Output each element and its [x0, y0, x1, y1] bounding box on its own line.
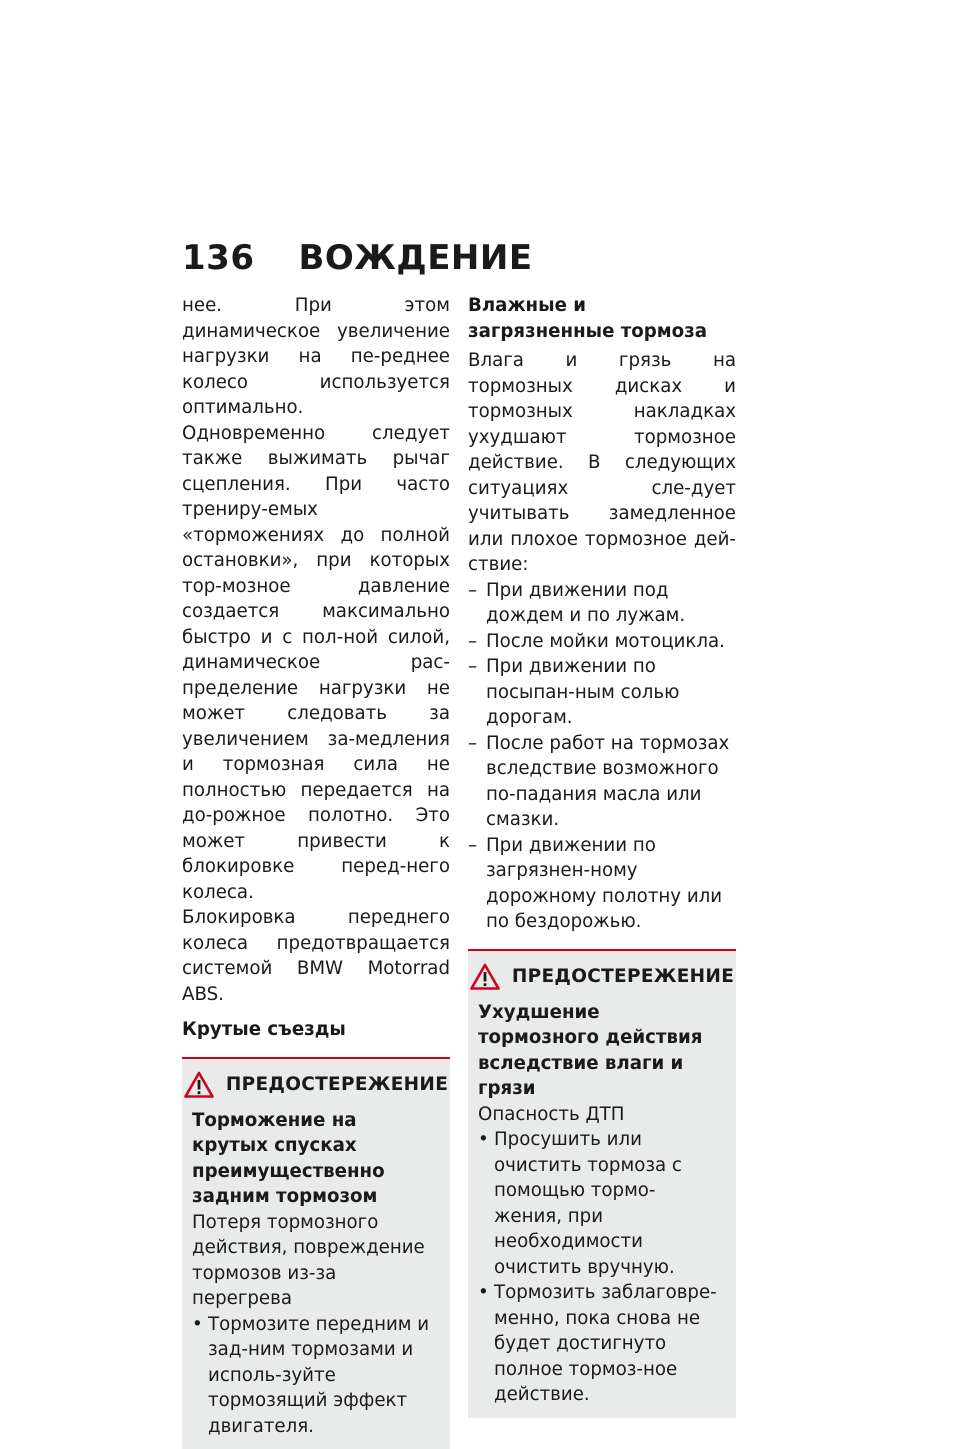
warning-header — [182, 1059, 450, 1106]
warning-bullets — [478, 1127, 722, 1408]
list-item: • Тормозить заблаговре-менно, пока снова не будет достигнуто полное тормоз-ное действие. — [478, 1280, 722, 1408]
body-paragraph: Влага и грязь на тормозных дисках и тормозных накладках ухудшают тормозное действие. В следующих ситуациях сле-дует учитывать замедленное или плохое тормозное дей-ствие: — [468, 348, 736, 578]
list-item: – При движении по посыпан-ным солью дорогам. — [468, 654, 736, 731]
warning-label: ПРЕДОСТЕРЕЖЕНИЕ — [512, 966, 734, 987]
warning-triangle-icon — [470, 963, 500, 990]
subheading: Влажные и загрязненные тормоза — [468, 293, 736, 344]
warning-body — [182, 1106, 450, 1449]
page-header — [182, 238, 533, 278]
list-item: – При движении под дождем и по лужам. — [468, 578, 736, 629]
warning-triangle-icon — [184, 1071, 214, 1098]
warning-bullets — [192, 1312, 436, 1440]
warning-title: Ухудшение тормозного действия вследствие влаги и грязи — [478, 1000, 722, 1102]
warning-title: Торможение на крутых спусках преимущественно задним тормозом — [192, 1108, 436, 1210]
warning-header — [468, 951, 736, 998]
warning-hazard: Потеря тормозного действия, повреждение тормозов из-за перегрева — [192, 1210, 436, 1312]
list-item: – После работ на тормозах вследствие возможного по-падания масла или смазки. — [468, 731, 736, 833]
warning-hazard: Опасность ДТП — [478, 1102, 722, 1128]
warning-box — [468, 949, 736, 1418]
warning-label: ПРЕДОСТЕРЕЖЕНИЕ — [226, 1074, 448, 1095]
page-number: 136 — [182, 238, 254, 278]
left-column — [182, 293, 450, 1449]
warning-body — [468, 998, 736, 1418]
section-title: ВОЖДЕНИЕ — [298, 238, 532, 278]
subheading: Крутые съезды — [182, 1017, 450, 1043]
list-item: – После мойки мотоцикла. — [468, 629, 736, 655]
warning-box — [182, 1057, 450, 1449]
body-paragraph: Блокировка переднего колеса предотвращается системой BMW Motorrad ABS. — [182, 905, 450, 1007]
right-column — [468, 293, 736, 1418]
list-item: – При движении по загрязнен-ному дорожному полотну или по бездорожью. — [468, 833, 736, 935]
list-item: • Просушить или очистить тормоза с помощью тормо-жения, при необходимости очистить вручную. — [478, 1127, 722, 1280]
body-paragraph: нее. При этом динамическое увеличение нагрузки на пе-реднее колесо используется оптимально. Одновременно следует также выжимать рычаг сцепления. При часто трениру-емых «торможениях до полной остановки», при которых тор-мозное давление создается максимально быстро и с пол-ной силой, динамическое рас-пределение нагрузки не может следовать за увеличением за-медления и тормозная сила не полностью передается на до-рожное полотно. Это может привести к блокировке перед-него колеса. — [182, 293, 450, 905]
dash-list — [468, 578, 736, 935]
list-item: • Тормозите передним и зад-ним тормозами и исполь-зуйте тормозящий эффект двигателя. — [192, 1312, 436, 1440]
